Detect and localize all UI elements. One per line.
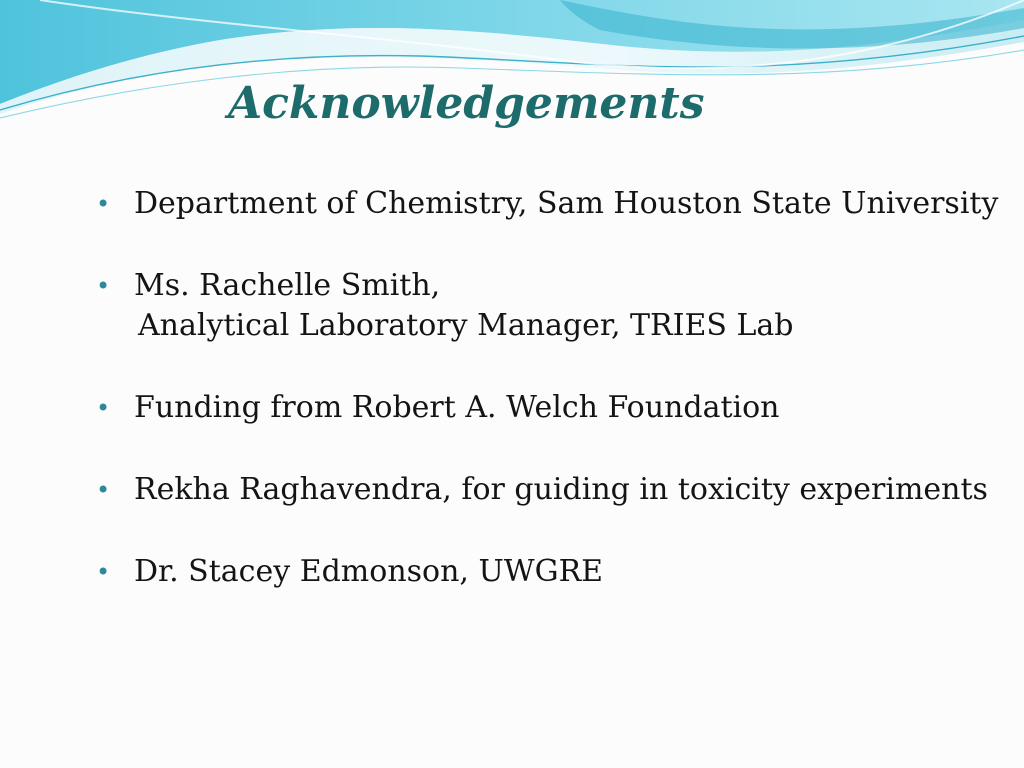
bullet-icon: • — [96, 558, 111, 586]
list-item-text: Department of Chemistry, Sam Houston State University — [134, 186, 999, 221]
list-item — [96, 552, 1016, 592]
list-item-subtext: Analytical Laboratory Manager, TRIES Lab — [138, 308, 794, 343]
slide-title: Acknowledgements — [228, 78, 705, 129]
list-item-text: Ms. Rachelle Smith, — [134, 268, 441, 303]
bullet-icon: • — [96, 476, 111, 504]
list-item-text: Funding from Robert A. Welch Foundation — [134, 390, 780, 425]
list-item — [96, 184, 1016, 224]
list-item-text: Dr. Stacey Edmonson, UWGRE — [134, 554, 604, 589]
list-item-text: Rekha Raghavendra, for guiding in toxicity experiments — [134, 472, 988, 507]
list-item — [96, 470, 1016, 510]
acknowledgement-list — [96, 184, 1016, 634]
bullet-icon: • — [96, 190, 111, 218]
bullet-icon: • — [96, 394, 111, 422]
list-item — [96, 388, 1016, 428]
bullet-icon: • — [96, 272, 111, 300]
list-item — [96, 266, 1016, 346]
